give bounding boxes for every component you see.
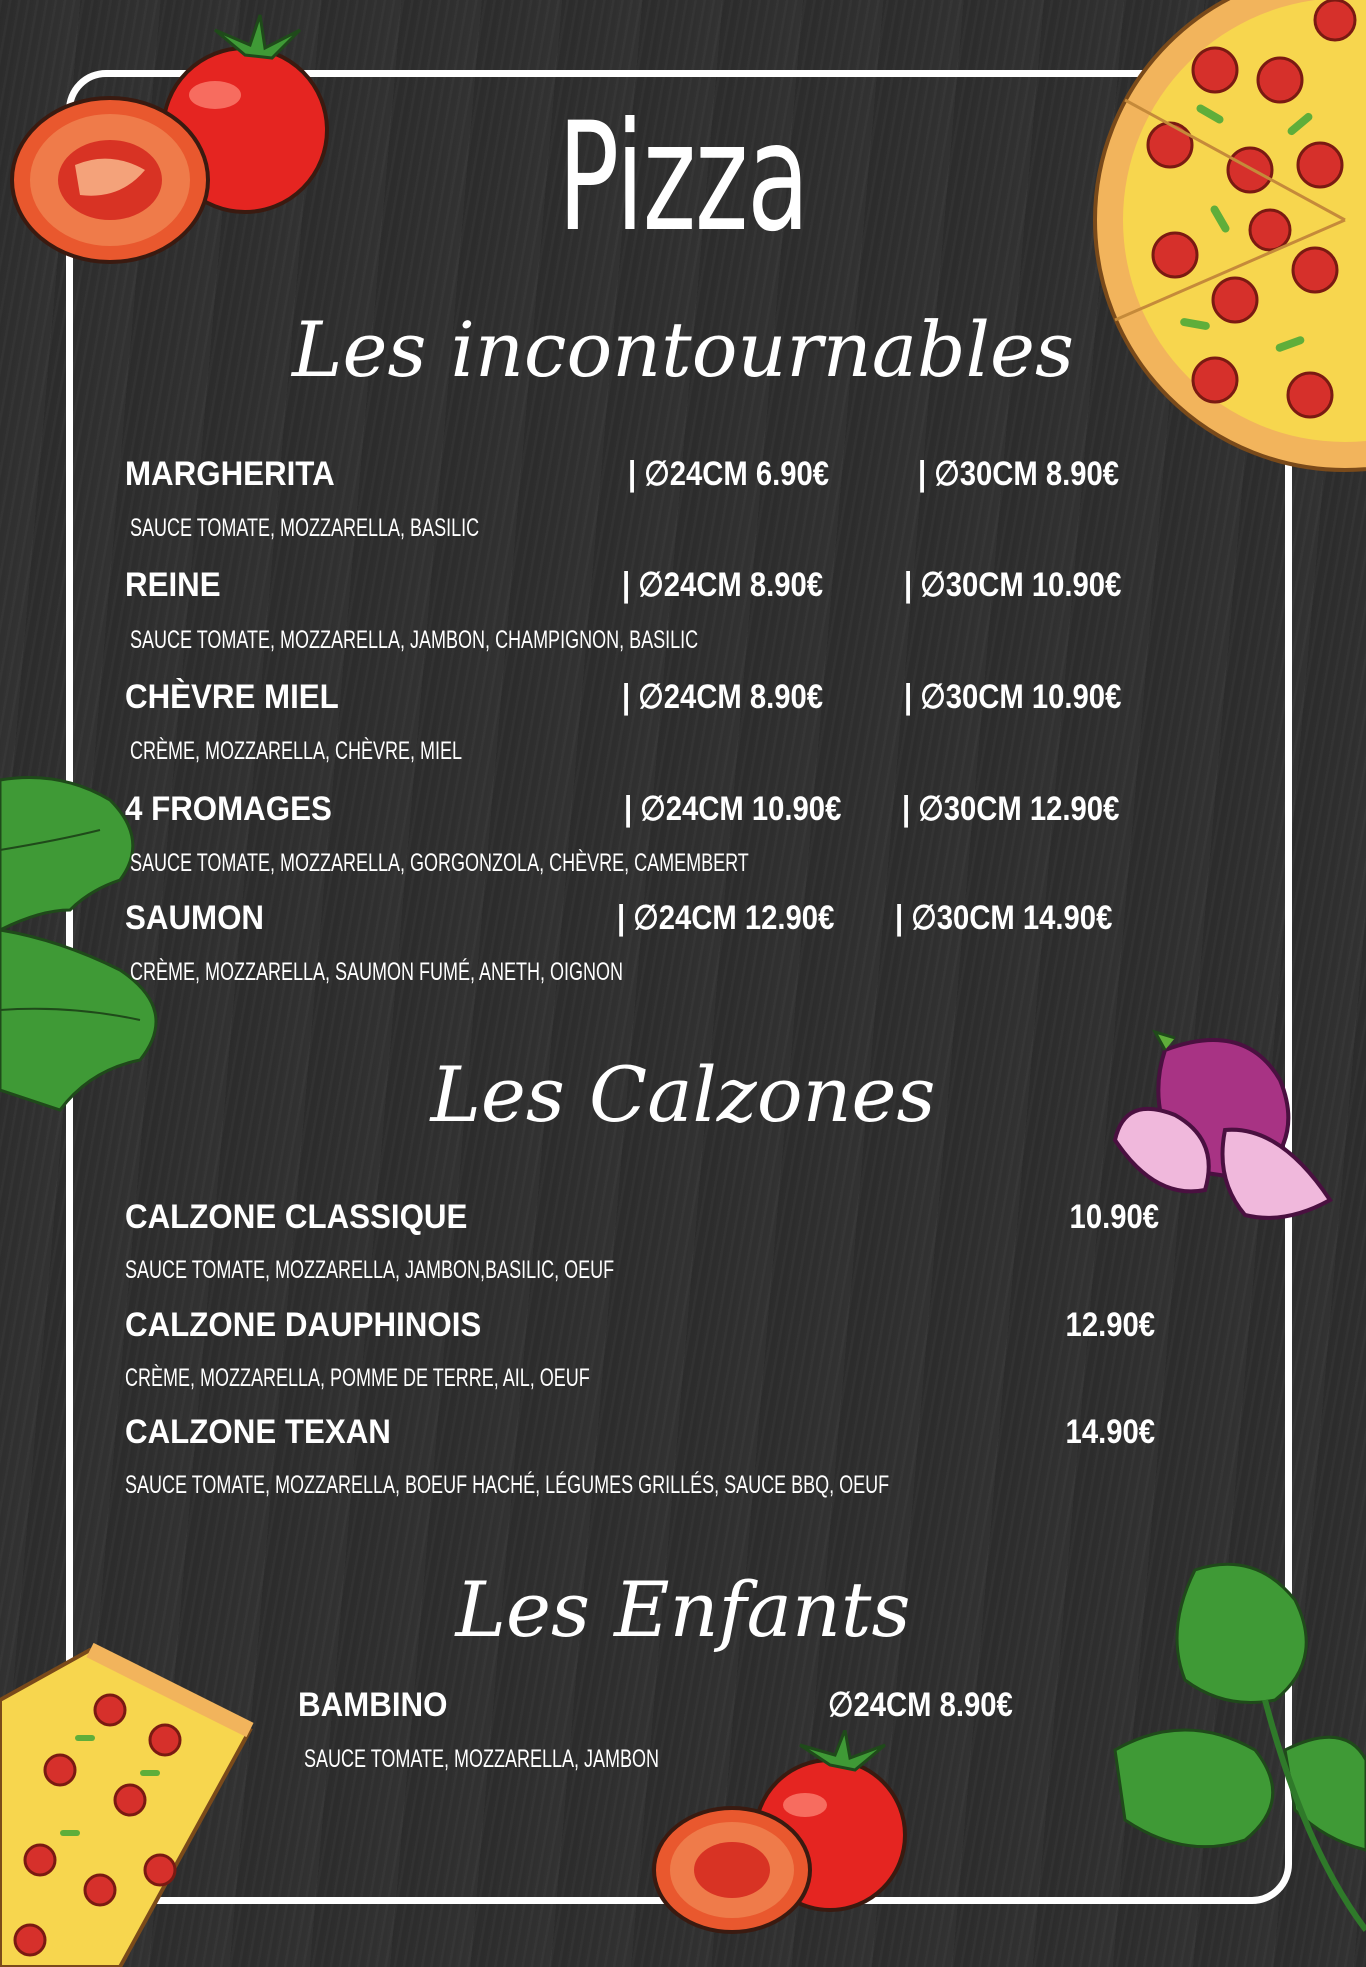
pizza-name-margherita: MARGHERITA — [125, 455, 335, 493]
price-24cm: | ∅24CM 12.90€ — [617, 899, 835, 937]
price-30cm: | ∅30CM 12.90€ — [902, 790, 1120, 828]
calzone-price: 14.90€ — [1065, 1413, 1155, 1451]
pizza-name-reine: REINE — [125, 566, 221, 604]
price-30cm: | ∅30CM 8.90€ — [918, 455, 1120, 493]
pizza-name-4-fromages: 4 FROMAGES — [125, 790, 332, 828]
price-30cm: | ∅30CM 10.90€ — [904, 566, 1122, 604]
pizza-description: SAUCE TOMATE, MOZZARELLA, JAMBON, CHAMPIGNON, BASILIC — [130, 626, 699, 654]
price-24cm: | ∅24CM 8.90€ — [622, 678, 824, 716]
pizza-icon — [0, 1640, 260, 1967]
price-24cm: | ∅24CM 10.90€ — [624, 790, 842, 828]
calzone-description: CRÈME, MOZZARELLA, POMME DE TERRE, AIL, OEUF — [125, 1364, 590, 1392]
pizza-description: CRÈME, MOZZARELLA, SAUMON FUMÉ, ANETH, OIGNON — [130, 958, 624, 986]
calzone-price: 10.90€ — [1069, 1198, 1159, 1236]
pizza-description: SAUCE TOMATE, MOZZARELLA, BASILIC — [130, 514, 480, 542]
price-24cm: ∅24CM 8.90€ — [828, 1686, 1013, 1724]
price-30cm: | ∅30CM 14.90€ — [895, 899, 1113, 937]
calzone-description: SAUCE TOMATE, MOZZARELLA, BOEUF HACHÉ, LÉGUMES GRILLÉS, SAUCE BBQ, OEUF — [125, 1471, 890, 1499]
pizza-name-chevre-miel: CHÈVRE MIEL — [125, 678, 339, 716]
page-title: Pizza — [557, 91, 809, 265]
calzone-name-classique: CALZONE CLASSIQUE — [125, 1198, 468, 1236]
calzone-name-dauphinois: CALZONE DAUPHINOIS — [125, 1306, 482, 1344]
kids-pizza-description: SAUCE TOMATE, MOZZARELLA, JAMBON — [304, 1745, 660, 1773]
calzone-description: SAUCE TOMATE, MOZZARELLA, JAMBON,BASILIC, OEUF — [125, 1256, 615, 1284]
pizza-description: SAUCE TOMATE, MOZZARELLA, GORGONZOLA, CHÈVRE, CAMEMBERT — [130, 849, 749, 877]
kids-pizza-name-bambino: BAMBINO — [298, 1686, 448, 1724]
section-title-incontournables: Les incontournables — [292, 305, 1074, 394]
section-title-calzones: Les Calzones — [430, 1050, 936, 1139]
pizza-description: CRÈME, MOZZARELLA, CHÈVRE, MIEL — [130, 737, 463, 765]
pizza-name-saumon: SAUMON — [125, 899, 265, 937]
price-30cm: | ∅30CM 10.90€ — [904, 678, 1122, 716]
calzone-price: 12.90€ — [1065, 1306, 1155, 1344]
section-title-enfants: Les Enfants — [455, 1565, 911, 1654]
price-24cm: | ∅24CM 8.90€ — [622, 566, 824, 604]
tomato-icon — [650, 1730, 910, 1940]
price-24cm: | ∅24CM 6.90€ — [628, 455, 830, 493]
calzone-name-texan: CALZONE TEXAN — [125, 1413, 391, 1451]
